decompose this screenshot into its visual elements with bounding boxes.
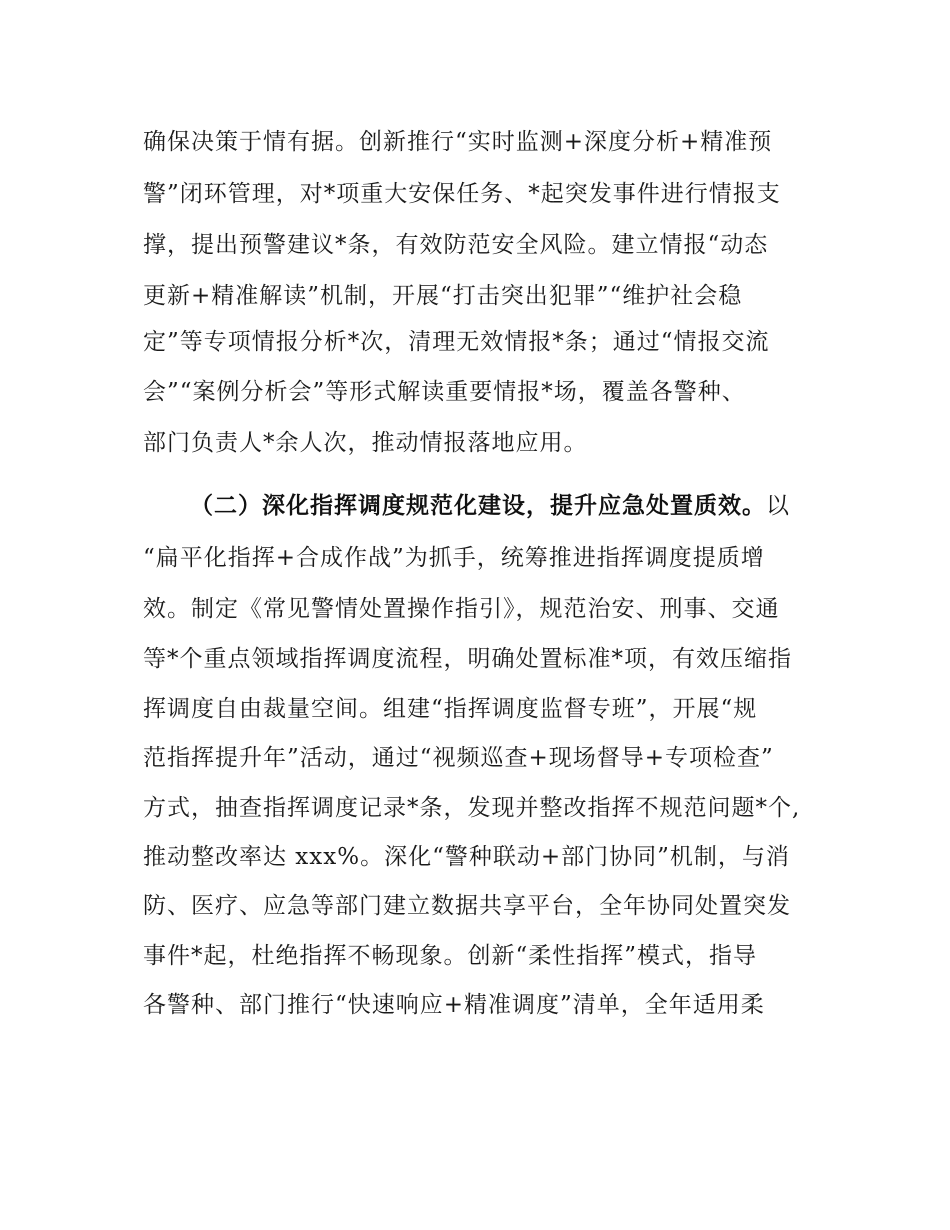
text-line: 推动整改率达 xxx%。深化“警种联动+部门协同”机制，与消 bbox=[143, 844, 790, 870]
text-line: 效。制定《常见警情处置操作指引》，规范治安、刑事、交通 bbox=[143, 596, 780, 622]
text-line bbox=[190, 486, 790, 526]
text-line: 防、医疗、应急等部门建立数据共享平台，全年协同处置突发 bbox=[143, 893, 791, 919]
text-line: 方式，抽查指挥调度记录*条，发现并整改指挥不规范问题*个, bbox=[143, 795, 801, 821]
text-line: 警”闭环管理，对*项重大安保任务、*起突发事件进行情报支 bbox=[143, 181, 781, 207]
text-line: 撑，提出预警建议*条，有效防范安全风险。建立情报“动态 bbox=[143, 232, 769, 258]
text-line: 挥调度自由裁量空间。组建“指挥调度监督专班”，开展“规 bbox=[143, 696, 758, 722]
text-line: 确保决策于情有据。创新推行“实时监测+深度分析+精准预 bbox=[143, 129, 773, 155]
section-heading: （二）深化指挥调度规范化建设，提升应急处置质效。 bbox=[190, 493, 766, 519]
text-line: 会”“案例分析会”等形式解读重要情报*场，覆盖各警种、 bbox=[143, 379, 746, 405]
text-line: 范指挥提升年”活动，通过“视频巡查+现场督导+专项检查” bbox=[143, 745, 774, 771]
text-line: 各警种、部门推行“快速响应+精准调度”清单，全年适用柔 bbox=[143, 992, 765, 1018]
text-line: 事件*起，杜绝指挥不畅现象。创新“柔性指挥”模式，指导 bbox=[143, 943, 758, 969]
text-line: 部门负责人*余人次，推动情报落地应用。 bbox=[143, 430, 588, 456]
text-line: 等*个重点领域指挥调度流程，明确处置标准*项，有效压缩指 bbox=[143, 646, 792, 672]
text-span: 以 bbox=[766, 493, 790, 519]
text-line: 定”等专项情报分析*次，清理无效情报*条；通过“情报交流 bbox=[143, 329, 770, 355]
text-line: “扁平化指挥+合成作战”为抓手，统筹推进指挥调度提质增 bbox=[143, 545, 765, 571]
text-line: 更新+精准解读”机制，开展“打击突出犯罪”“维护社会稳 bbox=[143, 283, 743, 309]
